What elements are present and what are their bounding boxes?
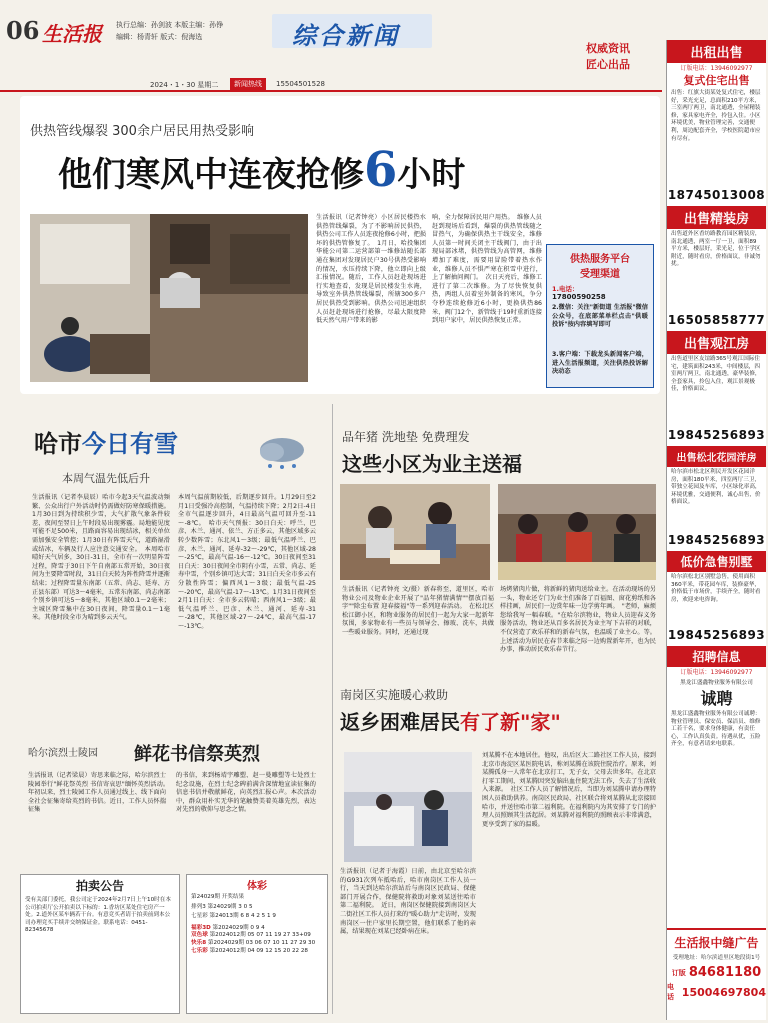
ad-title: 招聘信息 [667,646,766,667]
returnee-col-2: 刘某腾不在本地居住。他叹，出后区大二路社区工作人员，接到北京市海淀区某医院电话，称刘某腾在该院住院治疗。原来，刘某腾孤身一人常年在北京打工，无子女，父母去世多年。在北京打零工期间，刘某腾因突发脑出血住院无法工作，失去了生活收入来源。 社区工作人员了解情况后，当即为刘某腾申请办理特困人员救助供养。南岗区民政局、社区联合将刘某腾从北京接回哈市，并送往哈市第二福利院。在福利院内为其安排了专门的护理人员照顾其生活起居。刘某腾对福利院的照顾表示非常满意，更享受到了家的温暖。 [482,752,656,828]
lead-story-box [20,96,660,394]
lottery-row: 双色球 第2024012期 05 07 11 19 27 33+09 [191,932,311,939]
returnee-headline-pre: 返乡困难居民 [340,710,460,734]
lead-photo [30,214,308,382]
ad-phone: 19845256893 [667,533,766,547]
community-photo-2 [498,484,656,580]
ad-title: 出售松北花园洋房 [667,446,766,467]
community-photo-1 [340,484,490,580]
community-left-text: 生活报讯（记者钟亮 文/摄）新春将至，道里区，哈市物业公司及物业企业开展了"品年猪情满情""摆放百福字""除尘布置 迎春接福"等一系列迎春活动。 在松北区松江御小区，和物业服务的居民们一起为大家一起新年氛围，多家物业有一些员与领导会、擦玻、洗车，共做一些暖业服务。同时，还通过现 [342,586,494,636]
bottom-ad-phone-label: 电话 [667,983,674,1001]
ad-body: 哈尔滨松北区别墅急售，使用面积360平米，带花园车库，装修豪华，价格低于市场价，手续齐全，随时看房，欢迎来电咨询。 [671,574,761,603]
returnee-col-1: 生活报讯（记者于海霞）日前，由北京至哈尔滨的G931次列车抵哈后，哈市南岗区工作人员一行，当天到达哈尔滨站后与南岗区民政局、保健部门开展合作，保健院将救助对象刘某送往哈市第二福利院。 近日，南岗区保健院接到南岗区大二街社区工作人员打来的"暖心助力"走访时，发现南岗区一住户家里长期空置，他们联系了他的亲属，结果现在刘某已经卧病在床。 [340,868,476,936]
column-divider [332,404,333,1014]
flowers-story [20,740,328,868]
ad-phone: 19845256893 [667,428,766,442]
ad-title: 出售观江房 [667,331,766,354]
ad-title: 低价急售别墅 [667,551,766,572]
lottery-col-3: 七星彩 第24013期 6 8 4 2 5 1 9 [191,913,276,920]
community-headline: 这些小区为业主送福 [342,452,522,476]
hotline-label: 新闻热线 [230,78,266,90]
service-box [546,244,654,388]
lead-headline-num: 6 [364,142,398,198]
ad-order-phone: 订版电话：13946092977 [680,669,753,676]
ad-body: 哈尔滨市松北区利民开发区花园洋房，面积180平米，四室两厅三卫，带独立花园及车库，小区绿化率高，环境优雅，交通便利，诚心出售，价格面议。 [671,469,761,506]
flowers-headline: 鲜花书信祭英烈 [134,744,260,765]
date-line: 2024・1・30 星期二 [150,81,219,89]
returnee-kicker: 南岗区实施暖心救助 [340,688,449,702]
bottom-ad-phone-row [667,982,766,1002]
community-photo-1-art [340,484,490,580]
service-item-1-label: 1.电话： [552,285,579,293]
weather-col-1: 生活报讯（记者李晨辰）哈市今起3天气温波动频繁、公众出行户外活动时仍需做好防寒保暖措施。1月30日到为持续积少雪，大气扩散气象条件较差，夜间至翌日上午时段易出现雾霾。局地能见度可能不足500米，且路面容易出现结冰，相关单位需加强安全管控；1月30日有阵雪天气，道路湿滑或结冰，车辆及行人应注意交通安全。 本周哈市晴好天气居多，30日-31日，全市有一次明显阵雪过程，降雪于30日下午自南部五常开始，30日夜间为主要降雪时段，31日白天转为阵性降雪并逐渐结束；过程降雪量东南部（五常、尚志、延寿、方正县东部）可达3～4毫米，五常东南部、尚志南部个别乡镇可达5～8毫米，其他区域0.1～2毫米；主城区降雪集中在30日夜间，降雪量0.1～1毫米。其他时段全市为晴到多云天气。 [32,494,170,622]
lottery-title: 体彩 [247,881,267,892]
ad-phone: 19845256893 [667,628,766,642]
community-story [336,404,660,670]
returnee-headline-em: 有了新"家" [460,710,561,734]
ad-order-phone: 订版电话：13946092977 [680,65,753,72]
lottery-col-1: 第24029期 开奖结果 [191,894,245,900]
lottery-row: 快乐8 第2024029期 03 06 07 10 11 27 29 30 [191,939,316,946]
ad-body: 黑龙江盛鑫物业服务有限公司诚聘：物业管理员、保安员、保洁员、维修工若干名，要求身体健康，有责任心，工作认真负责。待遇从优，五险齐全，有意者请来电联系。 [671,711,761,748]
lead-headline [58,142,465,198]
service-title-1: 供热服务平台 [570,254,630,265]
flowers-kicker: 哈尔滨烈士陵园 [28,748,98,759]
auction-title: 拍卖公告 [75,879,124,893]
section-title: 综合新闻 [292,21,400,50]
bottom-ad-phone-2: 15004697804 [681,985,766,999]
bottom-ad-phone-1: 84681180 [688,965,762,980]
lead-col-1: 生活报讯（记者钟亮）小区居民楼热水供热管线爆裂，为了不影响居民供热，供热公司工作人员连夜抢修6小时，把损坏的供热管修复了。 1月日，哈投集团华能公司第二运营部第一维修站随长部通在集团对发现居民户30号供热受影响的情况，水压持续下降，他立即向上级汇报情况。随后，工作人员赶赴现场进行实地查看，发现是居民楼发生水淹，导致室外供热管线爆裂，所辖300多户居民供热受到影响。供热公司迅速组织人员赶赴现场进行抢修，尽最大限度降低天然气用户带来的影 [316,214,426,325]
recruit-company: 黑龙江盛鑫物业服务有限公司 [680,680,753,686]
bottom-ad-address: 受理地址：哈尔滨道里区地段街1号 [672,955,761,961]
returnee-photo-art [344,752,472,862]
hotline-number: 15504501528 [276,80,325,88]
recruit-title: 诚聘 [700,689,733,708]
editor-line-1: 执行总编：孙剑波 本版主编：孙铮 [116,21,224,29]
service-item-3: 3.客户端：下载龙头新闻客户端，进入生活报频道，关注供热投诉解决动态 [552,351,648,376]
bottom-ad-title: 生活报中缝广告 [674,936,759,950]
paper-name-logo: 生活报 [42,22,102,46]
editor-line-2: 编辑：杨青轩 版式：倪海选 [116,33,203,41]
bottom-ad-box [667,928,766,1020]
returnee-headline [340,706,561,735]
page-number: 06 [6,16,40,45]
weather-col-2: 本周气温前期较低，后期逐步回升。1月29日至2月1日受强冷高控制，气温持续下降；2月2日-4日全市气温逐步回升，4日最高气温可回升至-11～-8℃。 哈市天气预报：30日白天：呼兰、巴彦、木兰、通河、依兰、方正多云，其他区域多云转少数阵雪；东北风1～3级；最低气温呼兰、巴彦、木兰、通河、延寿-32～-29℃，其他区域-28～-25℃，最高气温-16～-12℃。30日夜间至31日白天：30日夜间全市阴有小雪，五常、尚志、延寿中雪，个别乡镇可达大雪；31日白天全市多云有分散性阵雪；偏西风1～3级；最低气温-25～-20℃，最高气温-17～-13℃。1月31日夜间至2月1日白天：全市多云转晴；西南风1～3级；最低气温呼兰、巴彦、木兰、通河、延寿-31～-28℃，其他区域-27～-24℃，最高气温-17～-13℃。 [178,494,316,630]
service-item-2: 2.微信：关注"新街道 生活报"微信公众号，在底部菜单栏点击"供暖投诉"按内容填写即可 [552,304,648,329]
returnee-story [336,680,660,1014]
weather-headline [34,424,178,459]
lead-col-2: 响，全力保障居民用户用热。 维修人员赶到现场后看到，爆裂的供热管线随之冒热气，为确保供热主干线安全，维修人员第一时间关闭主干线阀门，由于出现局部冰堵，供热管线为高管网，维修增加了难度，需要用冒险带着热水作业，维修人员不惧严寒在积雪中进行，上了解抽问阀门。 次日天亮后，维修工进行了第二次维修。为了尽快恢复供热，两组人员着室外制备的寒风，争分夺秒连续抢修近6小时，更换供热86米，阀门12个，新管线于19时重新连接到用户家中，居民供热恢复正常。 [432,214,542,325]
lottery-row: 福彩3D 第2024029期 0 9 4 [191,924,265,931]
lottery-row: 七乐彩 第2024012期 04 09 12 15 20 22 28 [191,947,308,954]
auction-body: 受有关部门委托，我公司定于2024年2月7日上午10时在本公司拍卖厅公开拍卖以下标的：1.香坊区某处住宅房产一处。2.道外区某车辆若干台。有意竞买者请于拍卖前到本公司办理竞买手续并交纳保证金。联系电话：0451-82345678 [25,897,171,934]
weather-headline-pre: 哈市 [34,429,82,458]
weather-story [20,404,328,734]
classifieds-column [666,40,766,1020]
lead-photo-art [30,214,308,382]
lottery-col-2: 排列3 第24029期 3 0 5 [191,903,253,910]
ad-phone: 16505858777 [667,313,766,327]
ad-body: 出售：红旗大街某处复式住宅，楼层好，采光充足，总面积210平方米，三室两厅两卫，南北通透，全屋精装修，家具家电齐全，拎包入住。小区环境优美，物业管理完善，交通便利，周边配套齐全，学校医院超市应有尽有。 [671,90,761,142]
lottery-table [191,925,323,955]
lead-kicker: 供热管线爆裂 300余户居民用热受影响 [30,124,254,139]
bottom-ad-phone-label: 订版 [671,968,686,977]
flowers-col-1: 生活报讯（记者梁晨）寄思来临之际，哈尔滨烈士陵园举行"鲜花祭英烈 书信寄哀思"缅怀英烈活动。 年初以来，烈士陵园工作人员通过线上、线下面向全社会征集寄给英烈的书信。近日，工作人员怀揣征集 [28,772,173,814]
ad-phone: 18745013008 [667,188,766,202]
slogan-line-1: 权威资讯 [586,42,630,55]
ad-title: 出租出售 [667,40,766,63]
snow-cloud-icon [256,434,308,474]
community-kicker: 品年猪 洗地垫 免费理发 [342,430,470,444]
flowers-col-2: 的书信，来到杨靖宇雕塑、赵一曼雕塑等七处烈士纪念设施，在烈士纪念碑前满含深情地宣读征集的信息书信并敬献鲜花，向英烈汇报心声。本次活动中，群众用朴实无华的笔触赞美着英雄先烈，表达对先烈的敬仰与思念之情。 [176,772,316,814]
auction-box [20,874,180,1014]
ad-body: 出售道外区香坊路教育园区精装房，南北通透，两室一厅一卫，面积89平方米，楼层好，采光足，位于学区附近，随时看房，价格面议，非诚勿扰。 [671,231,761,268]
ad-title: 出售精装房 [667,206,766,229]
returnee-photo [344,752,472,862]
community-photo-2-art [498,484,656,580]
bottom-ad-phone-row [667,965,766,980]
slogan-line-2: 匠心出品 [586,58,630,71]
masthead-rule [0,90,662,92]
community-right-text: 场烤猪肉片做，将新鲜的猪肉送给业主。在活动现场的另一头，物业还专门为业主们准备了百福图、窗花剪纸和各样挂画，居民们一边赏年味一边学剪年画。 "老师，麻烦您给我写一幅春联。"在哈尔滨物业，物业人员迎春义务服务活动，物业还从百多名居民为业主写下吉祥的对联，不仅营造了欢乐祥和的新春气氛，也温暖了业主心。等。上述活动为居民在春节来临之际一边购置新年开，也为民办事，推动居民欢乐春节行。 [500,586,656,654]
service-item-1-value: 17800590258 [552,293,606,301]
lottery-box [186,874,328,1014]
lead-headline-pre: 他们寒风中连夜抢修 [58,155,364,195]
ad-sub-title: 复式住宅出售 [683,74,750,87]
ad-body: 出售道里区友谊路365号观江国际住宅，建筑面积243米，中间楼层，四室两厅两卫，南北通透，豪华装修，全套家具，拎包入住，观江景观极佳，价格面议。 [671,356,761,393]
masthead [0,0,662,92]
weather-headline-em: 今日有雪 [82,429,178,458]
service-title-2: 受理渠道 [580,269,620,280]
weather-subhead: 本周气温先低后升 [62,472,150,485]
lead-headline-post: 小时 [397,155,466,195]
